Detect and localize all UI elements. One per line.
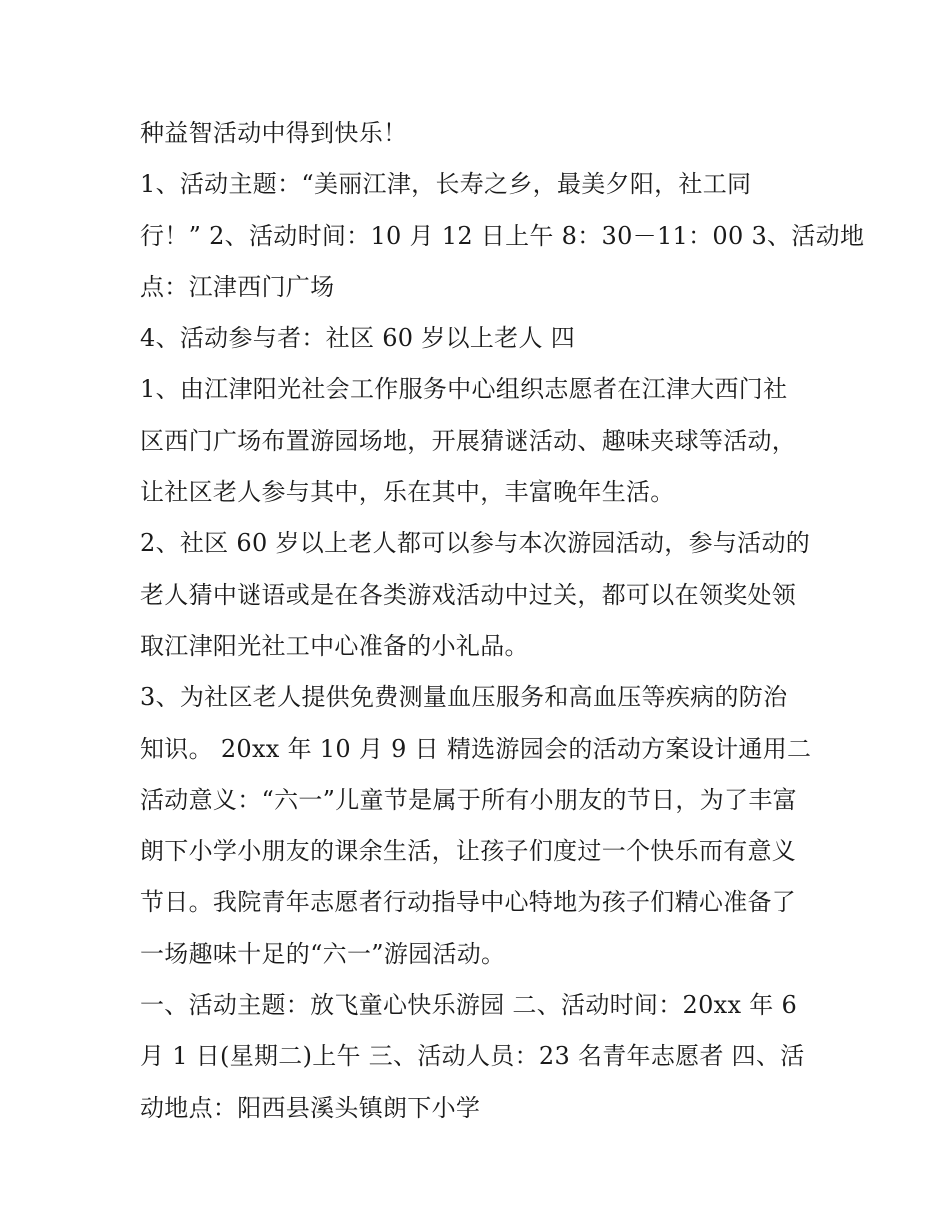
text-line: 一、活动主题：放飞童心快乐游园 二、活动时间：20xx 年 6 — [140, 991, 798, 1020]
text-line: 月 1 日(星期二)上午 三、活动人员：23 名青年志愿者 四、活 — [140, 1042, 805, 1071]
text-line: 活动意义：“六一”儿童节是属于所有小朋友的节日，为了丰富 — [140, 785, 797, 814]
text-line: 区西门广场布置游园场地，开展猜谜活动、趣味夹球等活动， — [140, 426, 797, 455]
text-line: 一场趣味十足的“六一”游园活动。 — [140, 939, 506, 968]
text-line: 2、社区 60 岁以上老人都可以参与本次游园活动，参与活动的 — [140, 529, 811, 558]
text-line: 4、活动参与者：社区 60 岁以上老人 四 — [140, 324, 575, 353]
text-line: 行！” 2、活动时间：10 月 12 日上午 8：30－11：00 3、活动地 — [140, 221, 865, 250]
text-line: 让社区老人参与其中，乐在其中，丰富晚年生活。 — [140, 478, 675, 507]
text-line: 1、活动主题：“美丽江津，长寿之乡，最美夕阳，社工同 — [140, 170, 752, 199]
text-line: 知识。 20xx 年 10 月 9 日 精选游园会的活动方案设计通用二 — [140, 734, 812, 763]
document-body — [140, 108, 865, 1134]
text-line: 朗下小学小朋友的课余生活，让孩子们度过一个快乐而有意义 — [140, 837, 797, 866]
text-line: 老人猜中谜语或是在各类游戏活动中过关，都可以在领奖处领 — [140, 580, 797, 609]
text-line: 点：江津西门广场 — [140, 272, 335, 301]
text-line: 动地点：阳西县溪头镇朗下小学 — [140, 1093, 481, 1122]
text-line: 取江津阳光社工中心准备的小礼品。 — [140, 631, 529, 660]
text-line: 1、由江津阳光社会工作服务中心组织志愿者在江津大西门社 — [140, 375, 788, 404]
text-line: 3、为社区老人提供免费测量血压服务和高血压等疾病的防治 — [140, 683, 788, 712]
text-line: 种益智活动中得到快乐！ — [140, 119, 408, 147]
text-line: 节日。我院青年志愿者行动指导中心特地为孩子们精心准备了 — [140, 888, 797, 917]
